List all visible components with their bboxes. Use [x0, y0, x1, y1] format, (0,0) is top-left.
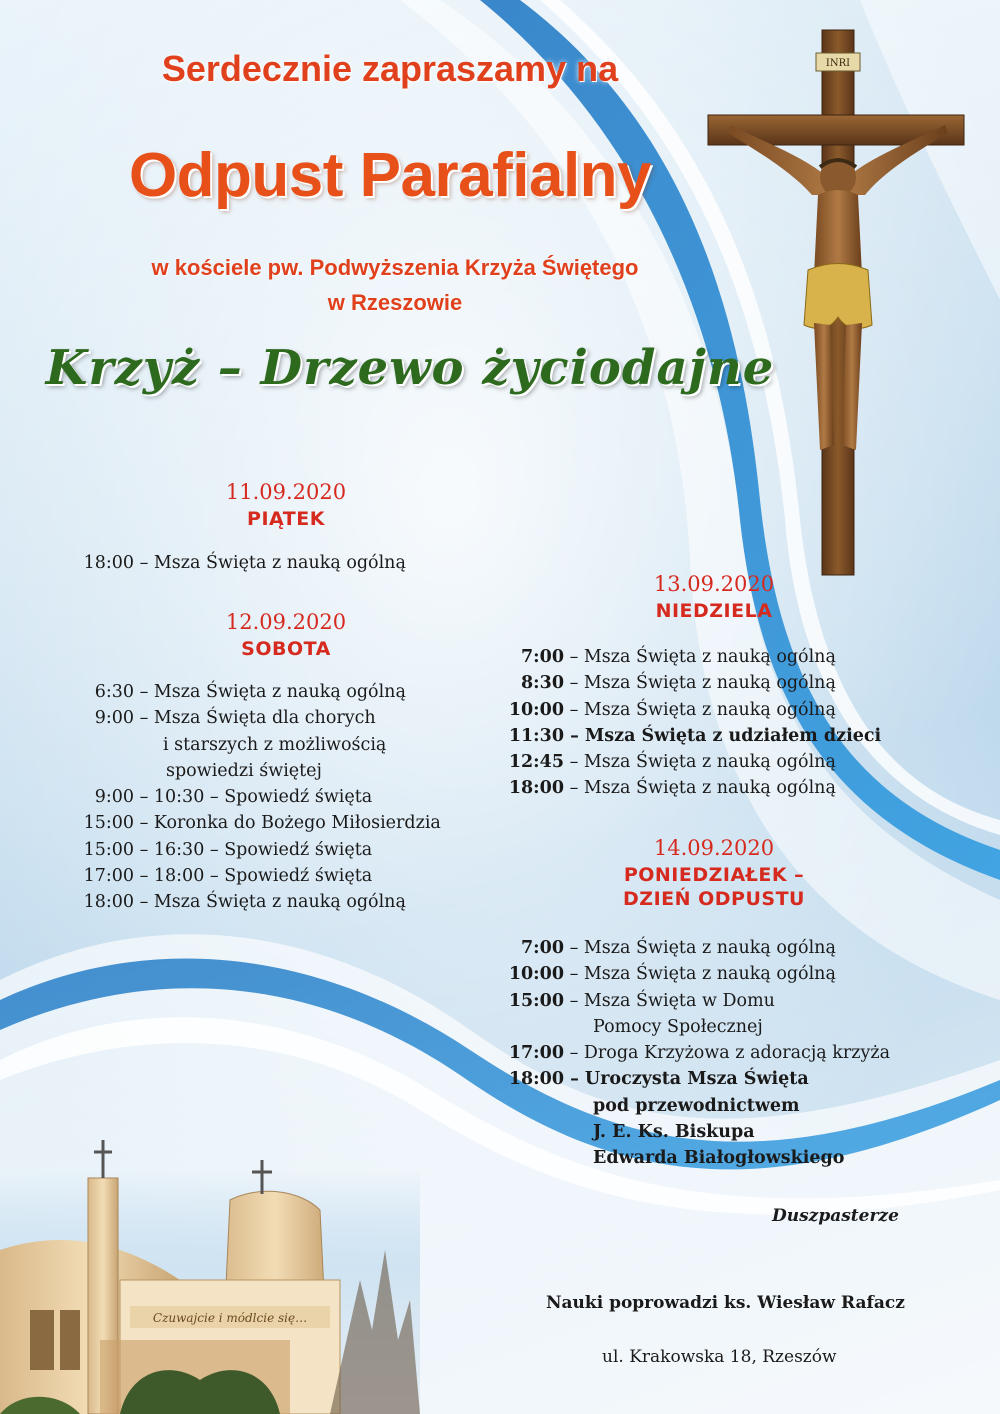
- schedule-time: 9:00: [94, 787, 134, 808]
- schedule-text: – 16:30 – Spowiedź święta: [139, 839, 373, 860]
- schedule-text: – Msza Święta z nauką ogólną: [139, 892, 406, 913]
- schedule-item: [60, 810, 441, 836]
- schedule-item: [500, 1040, 890, 1066]
- schedule-text: – Msza Święta z nauką ogólną: [569, 778, 836, 799]
- day-date: 12.09.2020: [225, 610, 347, 634]
- schedule-time: 7:00: [521, 647, 564, 667]
- schedule-text: – 18:00 – Spowiedź święta: [139, 866, 373, 887]
- schedule-item: [60, 784, 441, 810]
- schedule-time: 11:30: [508, 725, 564, 746]
- schedule-time: 15:00: [83, 813, 134, 834]
- schedule-item: [60, 889, 441, 915]
- lecturer-note: Nauki poprowadzi ks. Wiesław Rafacz: [546, 1293, 905, 1313]
- schedule-item-highlight: [500, 1066, 890, 1092]
- schedule-item: [500, 775, 881, 801]
- schedule-text: – Msza Święta z nauką ogólną: [139, 553, 406, 573]
- signature: Duszpasterze: [772, 1206, 899, 1226]
- schedule-item: [500, 749, 881, 775]
- schedule-time: 18:00: [83, 553, 134, 573]
- schedule-text: – Msza Święta z udziałem dzieci: [570, 725, 882, 746]
- schedule-text: spowiedzi świętej: [166, 760, 322, 781]
- schedule-item-continuation: [500, 1145, 890, 1171]
- schedule-text: – Msza Święta z nauką ogólną: [569, 647, 836, 667]
- day-monday-header: [564, 836, 864, 910]
- schedule-text: Edwarda Białogłowskiego: [593, 1148, 845, 1169]
- day-date: 11.09.2020: [225, 480, 347, 504]
- schedule-time: 18:00: [83, 892, 134, 913]
- schedule-text: pod przewodnictwem: [593, 1095, 800, 1116]
- day-monday-schedule: [500, 935, 890, 1172]
- schedule-text: – Msza Święta z nauką ogólną: [569, 673, 836, 694]
- schedule-item-highlight: [500, 723, 881, 749]
- schedule-time: 15:00: [508, 990, 564, 1011]
- schedule-time: 12:45: [508, 752, 564, 773]
- day-date: 13.09.2020: [653, 572, 775, 596]
- schedule-item: [500, 670, 881, 696]
- day-name-line2: DZIEŃ ODPUSTU: [623, 888, 805, 910]
- schedule-time: 6:30: [94, 682, 134, 702]
- schedule-text: – Droga Krzyżowa z adoracją krzyża: [569, 1043, 891, 1064]
- day-friday-schedule: [60, 550, 406, 576]
- schedule-text: – Msza Święta z nauką ogólną: [139, 682, 406, 702]
- invite-line: Serdecznie zapraszamy na: [161, 48, 619, 89]
- schedule-text: – Msza Święta z nauką ogólną: [569, 699, 836, 720]
- schedule-time: 18:00: [508, 1069, 564, 1090]
- schedule-item: [60, 679, 441, 705]
- motto: Krzyż – Drzewo życiodajne: [45, 340, 775, 396]
- schedule-item: [500, 697, 881, 723]
- schedule-text: – Koronka do Bożego Miłosierdzia: [139, 813, 441, 834]
- crucifix-inscription: INRI: [825, 58, 851, 69]
- schedule-item: [60, 705, 441, 731]
- schedule-item-continuation: [60, 732, 441, 758]
- day-saturday-schedule: [60, 679, 441, 916]
- day-date: 14.09.2020: [653, 836, 775, 860]
- schedule-text: – Uroczysta Msza Święta: [570, 1069, 809, 1090]
- schedule-text: – Msza Święta w Domu: [569, 990, 775, 1011]
- schedule-item: [60, 837, 441, 863]
- schedule-time: 17:00: [83, 866, 134, 887]
- schedule-item: [500, 644, 881, 670]
- schedule-time: 17:00: [508, 1043, 564, 1064]
- schedule-item-continuation: [500, 1093, 890, 1119]
- schedule-time: 15:00: [83, 839, 134, 860]
- schedule-text: – Msza Święta z nauką ogólną: [569, 964, 836, 985]
- day-name: SOBOTA: [241, 638, 331, 660]
- schedule-item: [500, 961, 890, 987]
- schedule-time: 18:00: [508, 778, 564, 799]
- day-sunday-schedule: [500, 644, 881, 802]
- schedule-text: – Msza Święta dla chorych: [139, 708, 376, 729]
- schedule-item: [500, 935, 890, 961]
- schedule-item: [500, 988, 890, 1014]
- schedule-item: [60, 863, 441, 889]
- schedule-time: 10:00: [508, 964, 564, 985]
- schedule-item-continuation: [500, 1119, 890, 1145]
- day-sunday-header: [564, 572, 864, 622]
- address: ul. Krakowska 18, Rzeszów: [602, 1347, 837, 1367]
- day-friday-header: [136, 480, 436, 530]
- page-title: Odpust Parafialny: [128, 141, 652, 210]
- schedule-time: 9:00: [94, 708, 134, 729]
- schedule-time: 7:00: [521, 938, 564, 958]
- schedule-text: i starszych z możliwością: [163, 734, 387, 755]
- schedule-item-continuation: [500, 1014, 890, 1040]
- schedule-text: – 10:30 – Spowiedź święta: [139, 787, 373, 808]
- day-saturday-header: [136, 610, 436, 660]
- church-photo: [0, 1130, 420, 1414]
- schedule-text: Pomocy Społecznej: [593, 1016, 763, 1037]
- schedule-item-continuation: [60, 758, 441, 784]
- schedule-text: – Msza Święta z nauką ogólną: [569, 938, 836, 958]
- day-name-line1: PONIEDZIAŁEK –: [623, 864, 805, 886]
- schedule-item: [60, 550, 406, 576]
- church-city: w Rzeszowie: [327, 290, 463, 315]
- church-facade-inscription: Czuwajcie i módlcie się…: [152, 1311, 308, 1325]
- schedule-time: 10:00: [508, 699, 564, 720]
- church-name: w kościele pw. Podwyższenia Krzyża Świętego: [151, 255, 639, 280]
- day-name: NIEDZIELA: [655, 600, 773, 622]
- schedule-time: 8:30: [521, 673, 564, 694]
- day-name: PIĄTEK: [247, 508, 325, 530]
- schedule-text: – Msza Święta z nauką ogólną: [569, 752, 836, 773]
- schedule-text: J. E. Ks. Biskupa: [593, 1122, 755, 1143]
